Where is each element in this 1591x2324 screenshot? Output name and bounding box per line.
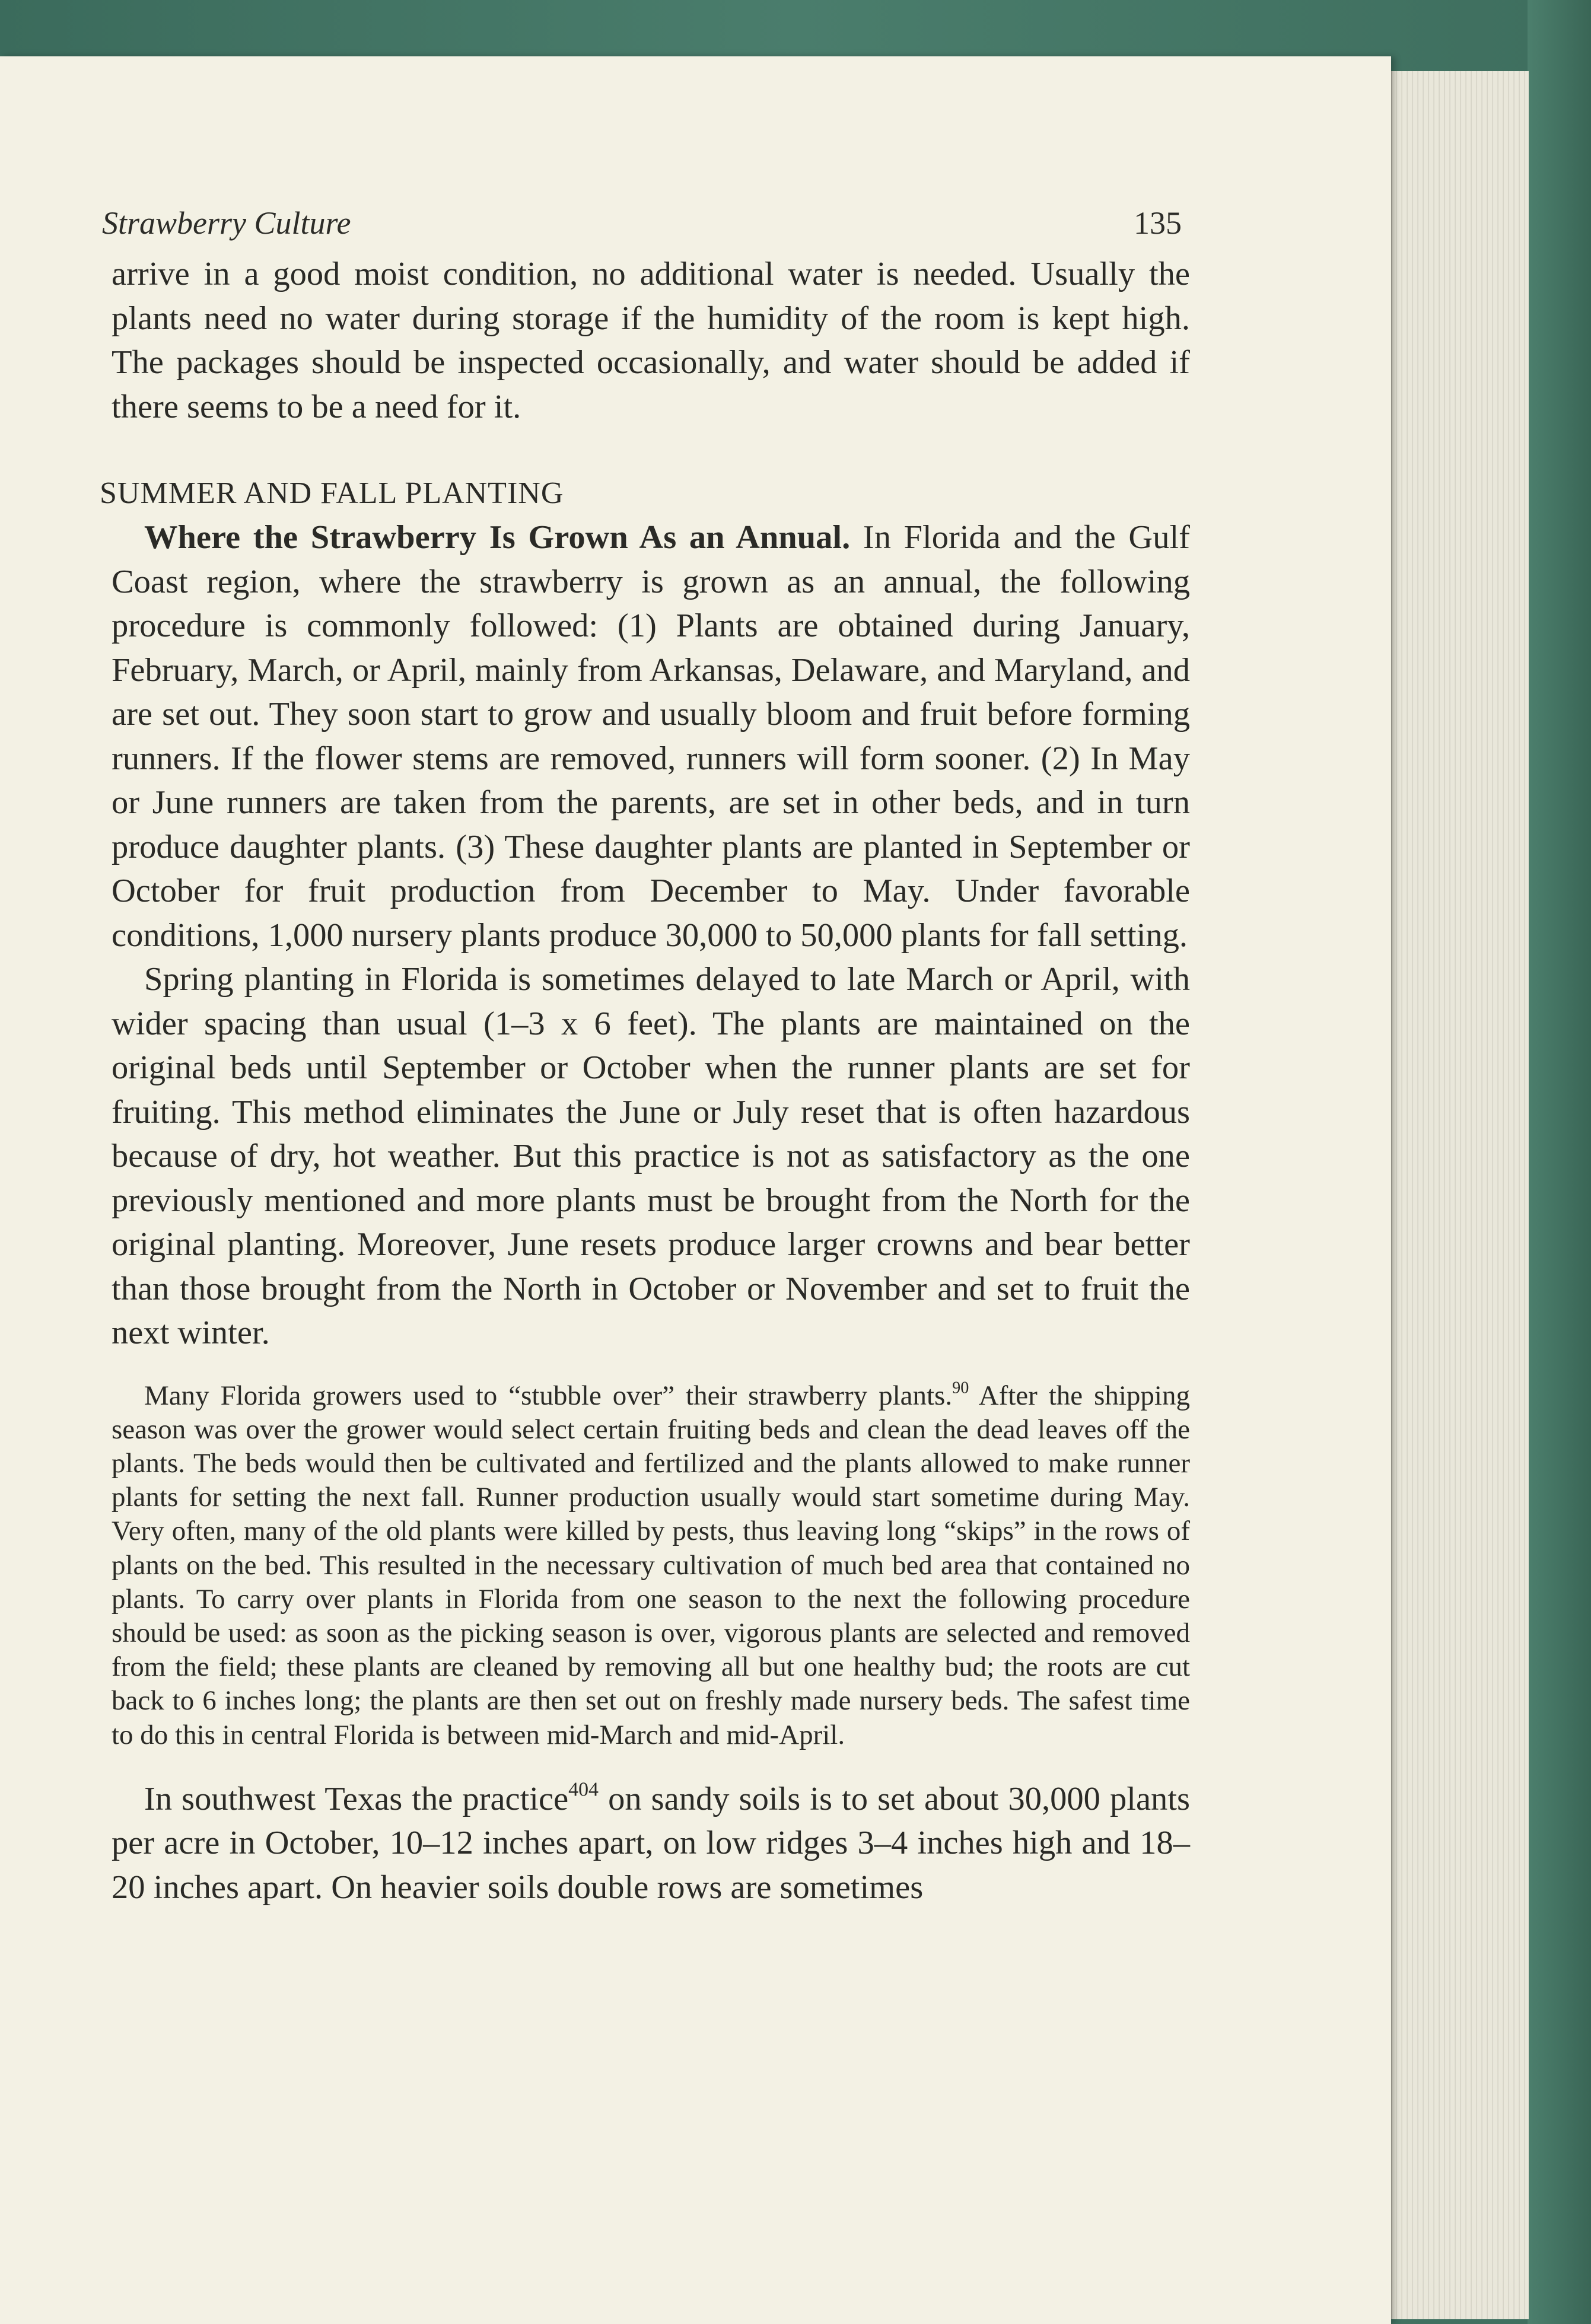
running-head bbox=[102, 205, 1182, 246]
paragraph-annual bbox=[112, 515, 1190, 957]
run-in-heading: Where the Strawberry Is Grown As an Annual. bbox=[144, 519, 851, 556]
page-number: 135 bbox=[1134, 205, 1182, 241]
paragraph-continuation: arrive in a good moist condition, no additional water is needed. Usually the plants need no water during storage if the humidity of the room is kept high. The packages should be inspected occasionally, and water should be added if there seems to be a need for it. bbox=[112, 256, 1190, 425]
texas-text-b: on sandy soils is to set about 30,000 plants per acre in October, 10–12 inches apart, on low ridges 3–4 inches high and 18–20 inches apart. On heavier soils double rows are sometimes bbox=[112, 1780, 1190, 1906]
footnote-ref-90: 90 bbox=[952, 1378, 969, 1397]
paragraph-texas bbox=[112, 1777, 1190, 1910]
stubble-text-b: After the shipping season was over the grower would select certain fruiting beds and clean the dead leaves off the plants. The beds would then be cultivated and fertilized and the plants allowed to make runner plants for setting the next fall. Runner production usually would start sometime during May. Very often, many of the old plants were killed by pests, thus leaving long “skips” in the rows of plants on the bed. This resulted in the necessary cultivation of much bed area that contained no plants. To carry over plants in Florida from one season to the next the following procedure should be used: as soon as the picking season is over, vigorous plants are selected and removed from the field; these plants are cleaned by removing all but one healthy bud; the roots are cut back to 6 inches long; the plants are then set out on freshly made nursery beds. The safest time to do this in central Florida is between mid-March and mid-April. bbox=[112, 1380, 1190, 1750]
paragraph-stubble-over bbox=[112, 1379, 1190, 1752]
running-title: Strawberry Culture bbox=[102, 205, 351, 241]
stubble-text-a: Many Florida growers used to “stubble over” their strawberry plants. bbox=[144, 1380, 953, 1411]
paragraph-annual-text: In Florida and the Gulf Coast region, where the strawberry is grown as an annual, the following procedure is commonly followed: (1) Plants are obtained during January, February, March, or April, mainly from Arkansas, Delaware, and Maryland, and are set out. They soon start to grow and usually bloom and fruit before forming runners. If the flower stems are removed, runners will form sooner. (2) In May or June runners are taken from the parents, are set in other beds, and in turn produce daughter plants. (3) These daughter plants are planted in September or October for fruit production from December to May. Under favorable conditions, 1,000 nursery plants produce 30,000 to 50,000 plants for fall setting. bbox=[112, 519, 1190, 954]
footnote-ref-404: 404 bbox=[568, 1778, 599, 1801]
paragraph-spring-planting: Spring planting in Florida is sometimes delayed to late March or April, with wider spacing than usual (1–3 x 6 feet). The plants are maintained on the original beds until September or October when the runner plants are set for fruiting. This method eliminates the June or July reset that is often hazardous because of dry, hot weather. But this practice is not as satisfactory as the one previously mentioned and more plants must be brought from the North for the original planting. Moreover, June resets produce larger crowns and bear better than those brought from the North in October or November and set to fruit the next winter. bbox=[112, 961, 1190, 1351]
texas-text-a: In southwest Texas the practice bbox=[144, 1780, 569, 1817]
page-edges bbox=[1391, 71, 1529, 2319]
book-cover-edge bbox=[1528, 0, 1591, 2324]
page-text bbox=[100, 252, 1190, 1909]
section-heading: SUMMER AND FALL PLANTING bbox=[100, 476, 564, 510]
